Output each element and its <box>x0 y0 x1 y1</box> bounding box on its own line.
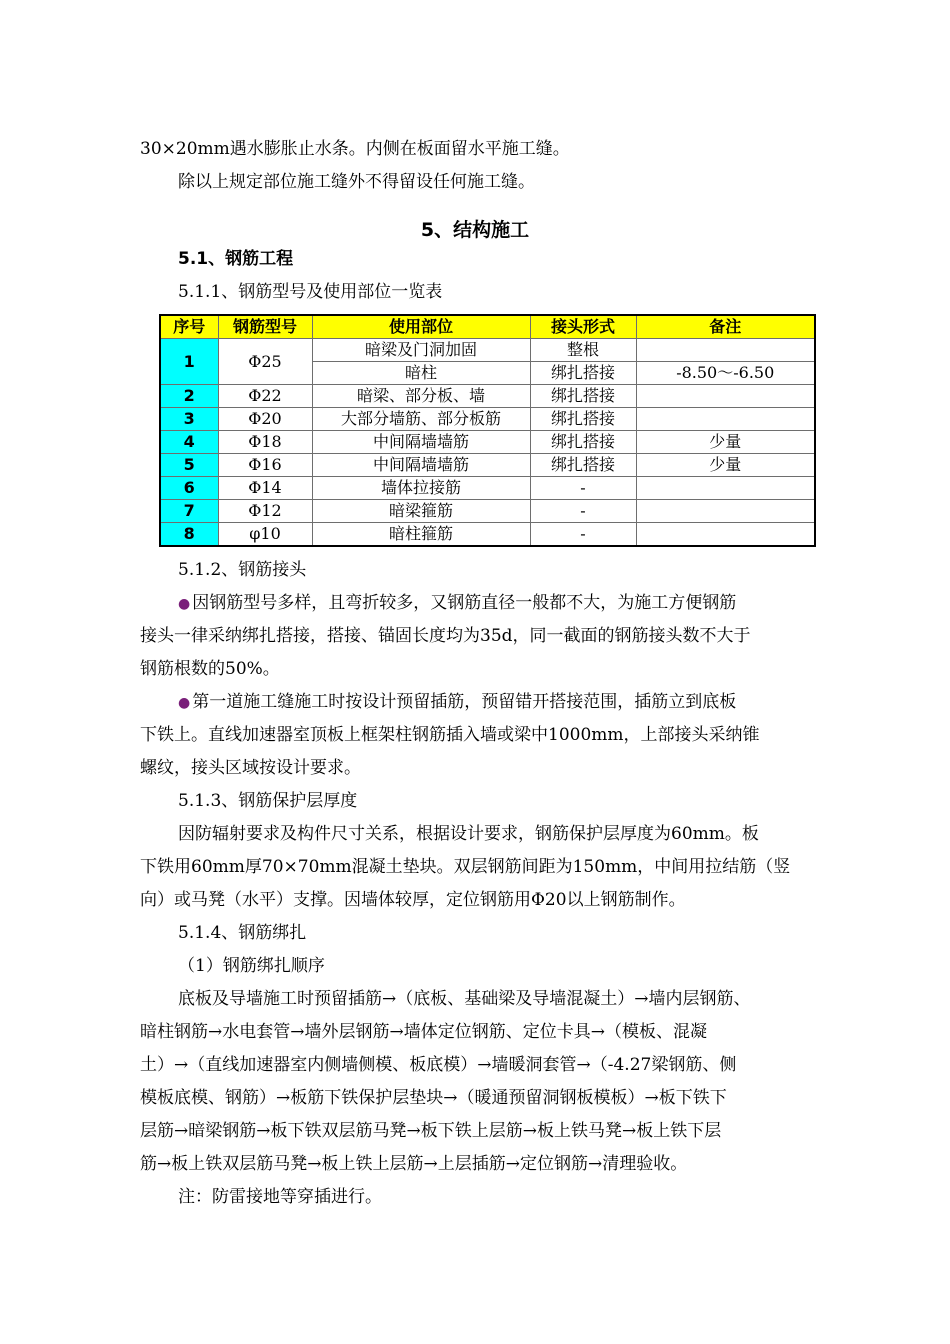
paragraph-line: ● 因钢筋型号多样，且弯折较多，又钢筋直径一般都不大，为施工方便钢筋 <box>178 593 737 613</box>
header-location: 使用部位 <box>312 315 530 339</box>
paragraph-line: 底板及导墙施工时预留插筋→（底板、基础梁及导墙混凝土）→墙内层钢筋、 <box>178 989 751 1009</box>
row-type: Φ12 <box>218 500 312 523</box>
paragraph-line: 下铁用60mm厚70×70mm混凝土垫块。双层钢筋间距为150mm，中间用拉结筋（竖 <box>140 857 791 877</box>
row-no: 1 <box>160 339 218 385</box>
paragraph-line: 模板底模、钢筋）→板筋下铁保护层垫块→（暖通预留洞钢板模板）→板下铁下 <box>140 1088 727 1108</box>
row-location: 暗梁箍筋 <box>312 500 530 523</box>
row-joint: - <box>530 523 636 547</box>
table-row <box>160 454 815 477</box>
row-type: Φ14 <box>218 477 312 500</box>
table-row <box>160 477 815 500</box>
paragraph-line: 土）→（直线加速器室内侧墙侧模、板底模）→墙暖洞套管→（-4.27梁钢筋、侧 <box>140 1055 737 1075</box>
row-type: Φ16 <box>218 454 312 477</box>
bullet-icon: ● <box>178 596 191 612</box>
row-no: 3 <box>160 408 218 431</box>
row-remark <box>636 500 815 523</box>
header-no: 序号 <box>160 315 218 339</box>
row-location: 暗梁、部分板、墙 <box>312 385 530 408</box>
row-joint: - <box>530 477 636 500</box>
table-row <box>160 523 815 547</box>
row-joint: 整根 <box>530 339 636 362</box>
paragraph-line: 向）或马凳（水平）支撑。因墙体较厚，定位钢筋用Φ20以上钢筋制作。 <box>140 890 686 910</box>
row-no: 6 <box>160 477 218 500</box>
row-no: 2 <box>160 385 218 408</box>
table-row <box>160 431 815 454</box>
section-5-1-title: 5.1、钢筋工程 <box>178 249 294 269</box>
paragraph-line: 因防辐射要求及构件尺寸关系，根据设计要求，钢筋保护层厚度为60mm。板 <box>178 824 759 844</box>
header-type: 钢筋型号 <box>218 315 312 339</box>
table-row <box>160 408 815 431</box>
row-type: Φ22 <box>218 385 312 408</box>
paragraph-line: 螺纹，接头区域按设计要求。 <box>140 758 361 778</box>
table-header-row <box>160 315 815 339</box>
paragraph-line: ● 第一道施工缝施工时按设计预留插筋，预留错开搭接范围，插筋立到底板 <box>178 692 737 712</box>
row-location: 中间隔墙墙筋 <box>312 454 530 477</box>
row-location: 暗柱 <box>312 362 530 385</box>
row-joint: 绑扎搭接 <box>530 431 636 454</box>
row-no: 7 <box>160 500 218 523</box>
section-5-1-2-title: 5.1.2、钢筋接头 <box>178 560 307 580</box>
row-remark <box>636 408 815 431</box>
row-joint: 绑扎搭接 <box>530 362 636 385</box>
row-remark: 少量 <box>636 431 815 454</box>
table-row <box>160 339 815 362</box>
subsection-title: （1）钢筋绑扎顺序 <box>178 956 325 976</box>
header-joint: 接头形式 <box>530 315 636 339</box>
paragraph-line: 接头一律采纳绑扎搭接，搭接、锚固长度均为35d，同一截面的钢筋接头数不大于 <box>140 626 751 646</box>
section-5-1-4-title: 5.1.4、钢筋绑扎 <box>178 923 307 943</box>
row-location: 暗梁及门洞加固 <box>312 339 530 362</box>
paragraph-line: 层筋→暗梁钢筋→板下铁双层筋马凳→板下铁上层筋→板上铁马凳→板上铁下层 <box>140 1121 722 1141</box>
row-remark <box>636 477 815 500</box>
paragraph-line: 下铁上。直线加速器室顶板上框架柱钢筋插入墙或梁中1000mm，上部接头采纳锥 <box>140 725 760 745</box>
table-row <box>160 385 815 408</box>
paragraph-line: 钢筋根数的50%。 <box>140 659 280 679</box>
row-remark: -8.50～-6.50 <box>636 362 815 385</box>
row-type: φ10 <box>218 523 312 547</box>
row-no: 5 <box>160 454 218 477</box>
intro-line-2: 除以上规定部位施工缝外不得留设任何施工缝。 <box>178 172 535 192</box>
row-joint: 绑扎搭接 <box>530 385 636 408</box>
section-5-title: 5、结构施工 <box>420 219 530 241</box>
row-joint: 绑扎搭接 <box>530 454 636 477</box>
row-no: 4 <box>160 431 218 454</box>
row-joint: 绑扎搭接 <box>530 408 636 431</box>
row-remark: 少量 <box>636 454 815 477</box>
row-type: Φ18 <box>218 431 312 454</box>
row-location: 墙体拉接筋 <box>312 477 530 500</box>
paragraph-line: 暗柱钢筋→水电套管→墙外层钢筋→墙体定位钢筋、定位卡具→（模板、混凝 <box>140 1022 707 1042</box>
row-location: 中间隔墙墙筋 <box>312 431 530 454</box>
row-no: 8 <box>160 523 218 547</box>
row-remark <box>636 385 815 408</box>
section-5-1-1-title: 5.1.1、钢筋型号及使用部位一览表 <box>178 282 443 302</box>
section-5-1-3-title: 5.1.3、钢筋保护层厚度 <box>178 791 358 811</box>
intro-line-1: 30×20mm遇水膨胀止水条。内侧在板面留水平施工缝。 <box>140 139 570 159</box>
paragraph-line: 筋→板上铁双层筋马凳→板上铁上层筋→上层插筋→定位钢筋→清理验收。 <box>140 1154 688 1174</box>
row-location: 大部分墙筋、部分板筋 <box>312 408 530 431</box>
header-remark: 备注 <box>636 315 815 339</box>
row-remark <box>636 339 815 362</box>
note-line: 注：防雷接地等穿插进行。 <box>178 1187 382 1207</box>
row-location: 暗柱箍筋 <box>312 523 530 547</box>
bullet-icon: ● <box>178 695 191 711</box>
rebar-table <box>159 314 816 547</box>
table-row <box>160 500 815 523</box>
row-joint: - <box>530 500 636 523</box>
row-type: Φ20 <box>218 408 312 431</box>
row-remark <box>636 523 815 547</box>
row-type: Φ25 <box>218 339 312 385</box>
